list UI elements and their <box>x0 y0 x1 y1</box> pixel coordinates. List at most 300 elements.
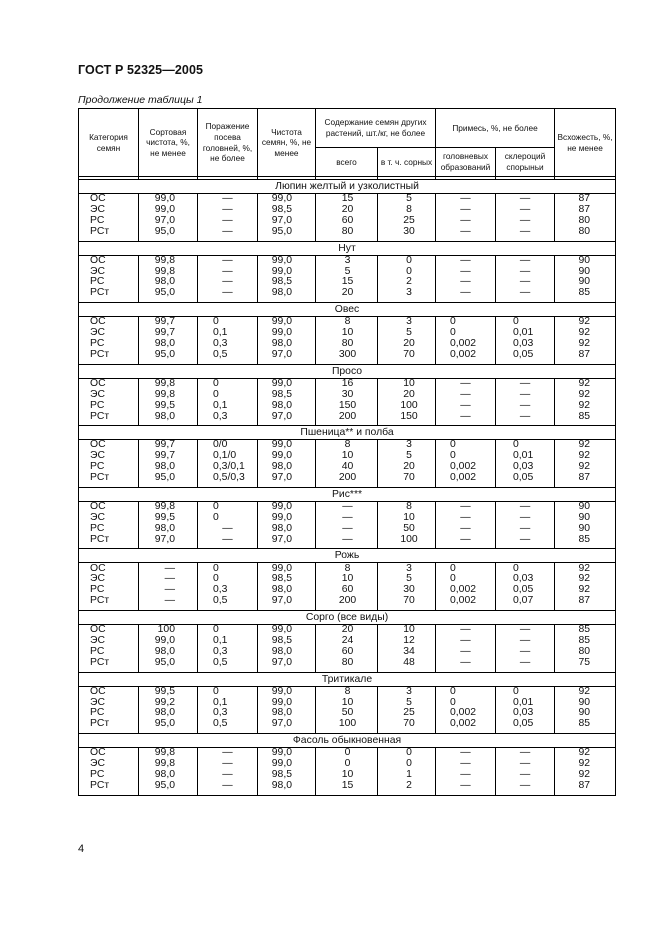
header-impurity: Примесь, %, не более <box>436 109 555 148</box>
table-row <box>79 400 616 411</box>
table-cell: 99,5 <box>139 400 198 411</box>
table-cell: 200 <box>316 596 378 610</box>
crop-group <box>79 487 616 549</box>
table-cell: 99,0 <box>258 451 316 462</box>
table-cell: 95,0 <box>139 350 198 364</box>
table-cell: 0 <box>198 574 258 585</box>
table-cell: 34 <box>378 647 436 658</box>
table-cell: 98,0 <box>139 411 198 425</box>
table-cell: — <box>436 748 496 759</box>
table-cell: — <box>316 524 378 535</box>
table-cell: 98,5 <box>258 636 316 647</box>
table-cell: 0 <box>198 624 258 635</box>
header-other-seeds: Содержание семян других растений, шт./кг, не более <box>316 109 436 148</box>
table-cell: 0,1 <box>198 697 258 708</box>
table-cell: РСт <box>79 227 139 241</box>
table-cell: 97,0 <box>258 719 316 733</box>
table-cell: 85 <box>555 719 616 733</box>
table-cell: 20 <box>316 205 378 216</box>
table-row <box>79 501 616 512</box>
crop-name: Тритикале <box>79 672 616 686</box>
table-cell: ОС <box>79 440 139 451</box>
table-cell: 99,8 <box>139 266 198 277</box>
table-cell: — <box>198 770 258 781</box>
table-cell: 99,8 <box>139 255 198 266</box>
table-cell: — <box>496 501 555 512</box>
header-impurity-smut: головневых образований <box>436 148 496 177</box>
table-cell: 0,3/0,1 <box>198 462 258 473</box>
crop-group <box>79 303 616 365</box>
table-cell: 20 <box>378 390 436 401</box>
table-cell: 98,0 <box>139 524 198 535</box>
table-cell: 87 <box>555 194 616 205</box>
table-cell: 99,0 <box>258 194 316 205</box>
table-cell: 0,5 <box>198 596 258 610</box>
table-cell: 85 <box>555 534 616 548</box>
table-cell: 99,2 <box>139 697 198 708</box>
table-cell: ОС <box>79 624 139 635</box>
table-cell: 0 <box>378 255 436 266</box>
table-cell: — <box>436 277 496 288</box>
table-row <box>79 378 616 389</box>
table-cell: 0 <box>436 451 496 462</box>
table-cell: РС <box>79 708 139 719</box>
table-cell: 87 <box>555 350 616 364</box>
table-cell: 99,0 <box>258 686 316 697</box>
table-cell: 5 <box>378 574 436 585</box>
table-cell: 99,0 <box>258 328 316 339</box>
table-cell: — <box>436 759 496 770</box>
table-cell: 0 <box>198 378 258 389</box>
seed-quality-table <box>78 108 616 796</box>
table-row <box>79 686 616 697</box>
table-cell: 0 <box>198 501 258 512</box>
table-cell: 2 <box>378 781 436 795</box>
table-cell: 20 <box>316 288 378 302</box>
table-cell: 90 <box>555 277 616 288</box>
table-cell: ЭС <box>79 697 139 708</box>
table-cell: РС <box>79 585 139 596</box>
table-cell: — <box>496 534 555 548</box>
table-cell: 97,0 <box>258 596 316 610</box>
table-cell: 0,002 <box>436 585 496 596</box>
table-cell: 30 <box>316 390 378 401</box>
table-cell: 99,0 <box>258 440 316 451</box>
table-cell: 92 <box>555 390 616 401</box>
table-row <box>79 350 616 364</box>
table-cell: 200 <box>316 473 378 487</box>
table-cell: 1 <box>378 770 436 781</box>
table-cell: 16 <box>316 378 378 389</box>
table-cell: 99,5 <box>139 513 198 524</box>
table-cell: ЭС <box>79 266 139 277</box>
table-cell: 0,1 <box>198 636 258 647</box>
table-cell: 75 <box>555 658 616 672</box>
header-other-weeds: в т. ч. сорных <box>378 148 436 177</box>
table-cell: РС <box>79 277 139 288</box>
table-cell: 15 <box>316 781 378 795</box>
table-cell: 0,5 <box>198 719 258 733</box>
table-cell: — <box>496 277 555 288</box>
crop-name: Рожь <box>79 549 616 563</box>
table-cell: 0 <box>436 686 496 697</box>
table-cell: — <box>496 647 555 658</box>
table-cell: — <box>436 647 496 658</box>
table-cell: 99,7 <box>139 451 198 462</box>
table-cell: 99,0 <box>258 697 316 708</box>
table-cell: 98,0 <box>258 781 316 795</box>
table-cell: 95,0 <box>139 719 198 733</box>
table-cell: РСт <box>79 473 139 487</box>
table-cell: 0 <box>198 390 258 401</box>
crop-group <box>79 241 616 303</box>
table-cell: 100 <box>378 534 436 548</box>
table-cell: 98,5 <box>258 770 316 781</box>
header-germination: Всхожесть, %, не менее <box>555 109 616 177</box>
table-cell: 200 <box>316 411 378 425</box>
table-cell: 150 <box>378 411 436 425</box>
table-cell: — <box>496 658 555 672</box>
table-cell: 70 <box>378 473 436 487</box>
table-cell: 98,0 <box>139 277 198 288</box>
table-cell: 5 <box>378 328 436 339</box>
table-cell: 99,5 <box>139 686 198 697</box>
table-cell: 99,0 <box>139 194 198 205</box>
table-cell: 0,03 <box>496 462 555 473</box>
table-cell: ЭС <box>79 513 139 524</box>
table-cell: 99,0 <box>258 255 316 266</box>
table-cell: — <box>139 574 198 585</box>
table-cell: — <box>436 636 496 647</box>
table-cell: 85 <box>555 288 616 302</box>
table-cell: РСт <box>79 411 139 425</box>
table-cell: 0,1/0 <box>198 451 258 462</box>
table-cell: 0,05 <box>496 473 555 487</box>
table-cell: 100 <box>139 624 198 635</box>
table-cell: 98,0 <box>258 462 316 473</box>
table-cell: — <box>198 205 258 216</box>
table-cell: 0,002 <box>436 708 496 719</box>
table-cell: 8 <box>316 440 378 451</box>
table-cell: 10 <box>316 770 378 781</box>
table-cell: — <box>436 216 496 227</box>
table-cell: 0 <box>496 686 555 697</box>
table-cell: 0,03 <box>496 574 555 585</box>
table-cell: 97,0 <box>258 473 316 487</box>
table-cell: — <box>436 205 496 216</box>
table-cell: 87 <box>555 473 616 487</box>
table-cell: 87 <box>555 205 616 216</box>
crop-group <box>79 364 616 426</box>
table-cell: 12 <box>378 636 436 647</box>
table-cell: — <box>496 378 555 389</box>
table-cell: 0 <box>378 759 436 770</box>
table-cell: 0,01 <box>496 697 555 708</box>
table-cell: — <box>496 227 555 241</box>
table-cell: 10 <box>378 378 436 389</box>
table-cell: 3 <box>378 686 436 697</box>
table-cell: 0/0 <box>198 440 258 451</box>
table-cell: — <box>436 255 496 266</box>
table-cell: 0,002 <box>436 339 496 350</box>
table-cell: — <box>198 288 258 302</box>
table-cell: 0,002 <box>436 596 496 610</box>
table-cell: 0,07 <box>496 596 555 610</box>
table-cell: 92 <box>555 339 616 350</box>
table-cell: 0,1 <box>198 328 258 339</box>
crop-name: Люпин желтый и узколистный <box>79 180 616 194</box>
table-cell: 2 <box>378 277 436 288</box>
table-cell: — <box>198 255 258 266</box>
table-cell: — <box>496 770 555 781</box>
table-cell: — <box>496 636 555 647</box>
table-cell: 0,3 <box>198 708 258 719</box>
table-cell: 95,0 <box>139 227 198 241</box>
table-cell: — <box>436 658 496 672</box>
table-cell: РСт <box>79 596 139 610</box>
table-cell: 95,0 <box>139 288 198 302</box>
table-cell: 0,3 <box>198 647 258 658</box>
table-cell: 5 <box>378 697 436 708</box>
header-varietal-purity: Сортовая чистота, %, не менее <box>139 109 198 177</box>
table-cell: 92 <box>555 759 616 770</box>
crop-group <box>79 610 616 672</box>
table-cell: 99,0 <box>258 563 316 574</box>
table-cell: — <box>436 534 496 548</box>
table-cell: 99,0 <box>258 378 316 389</box>
table-cell: — <box>496 390 555 401</box>
table-cell: 3 <box>378 288 436 302</box>
table-cell: 92 <box>555 378 616 389</box>
table-cell: 99,8 <box>139 501 198 512</box>
table-row <box>79 227 616 241</box>
table-row <box>79 647 616 658</box>
table-cell: — <box>198 227 258 241</box>
table-cell: — <box>436 624 496 635</box>
table-cell: 0 <box>378 748 436 759</box>
table-cell: 0,5/0,3 <box>198 473 258 487</box>
table-cell: 95,0 <box>258 227 316 241</box>
table-continuation-caption: Продолжение таблицы 1 <box>78 94 203 106</box>
table-cell: РСт <box>79 781 139 795</box>
table-cell: 48 <box>378 658 436 672</box>
table-cell: — <box>436 501 496 512</box>
table-cell: РС <box>79 462 139 473</box>
table-cell: 25 <box>378 708 436 719</box>
table-cell: 98,0 <box>139 462 198 473</box>
table-cell: 0,03 <box>496 708 555 719</box>
table-cell: — <box>496 524 555 535</box>
table-cell: РС <box>79 647 139 658</box>
table-cell: 87 <box>555 781 616 795</box>
table-cell: — <box>316 534 378 548</box>
table-cell: — <box>436 378 496 389</box>
table-cell: ОС <box>79 563 139 574</box>
table-cell: — <box>436 390 496 401</box>
table-cell: 99,0 <box>258 501 316 512</box>
table-cell: ОС <box>79 748 139 759</box>
table-cell: 98,0 <box>139 647 198 658</box>
table-cell: ОС <box>79 194 139 205</box>
table-cell: РСт <box>79 350 139 364</box>
table-cell: — <box>436 288 496 302</box>
table-cell: 85 <box>555 636 616 647</box>
table-cell: 92 <box>555 440 616 451</box>
table-cell: 0 <box>436 317 496 328</box>
table-cell: 98,0 <box>258 708 316 719</box>
table-cell: ЭС <box>79 574 139 585</box>
table-cell: 3 <box>316 255 378 266</box>
table-cell: — <box>496 624 555 635</box>
table-row <box>79 255 616 266</box>
table-cell: — <box>198 194 258 205</box>
table-cell: 0 <box>436 697 496 708</box>
page-number: 4 <box>78 843 85 855</box>
table-cell: ОС <box>79 378 139 389</box>
table-cell: 98,0 <box>139 770 198 781</box>
table-cell: 85 <box>555 624 616 635</box>
table-cell: 98,0 <box>258 339 316 350</box>
crop-name: Фасоль обыкновенная <box>79 734 616 748</box>
table-cell: — <box>198 759 258 770</box>
table-cell: — <box>198 266 258 277</box>
table-cell: ОС <box>79 686 139 697</box>
table-cell: — <box>436 227 496 241</box>
table-cell: 10 <box>378 513 436 524</box>
table-cell: — <box>436 194 496 205</box>
table-cell: 10 <box>316 451 378 462</box>
header-seed-purity: Чистота семян, %, не менее <box>258 109 316 177</box>
table-cell: 97,0 <box>258 658 316 672</box>
table-cell: 25 <box>378 216 436 227</box>
table-cell: 98,5 <box>258 390 316 401</box>
table-cell: 90 <box>555 501 616 512</box>
crop-group <box>79 734 616 796</box>
table-cell: 0 <box>436 328 496 339</box>
table-cell: 95,0 <box>139 473 198 487</box>
table-cell: 92 <box>555 563 616 574</box>
table-cell: 20 <box>378 462 436 473</box>
table-header <box>79 109 616 180</box>
table-row <box>79 513 616 524</box>
table-cell: 30 <box>378 585 436 596</box>
table-cell: 0 <box>198 563 258 574</box>
table-cell: 0 <box>198 686 258 697</box>
header-category: Категория семян <box>79 109 139 177</box>
table-cell: 99,0 <box>258 513 316 524</box>
table-cell: — <box>198 534 258 548</box>
table-cell: 98,5 <box>258 277 316 288</box>
table-cell: 20 <box>378 339 436 350</box>
table-cell: — <box>496 513 555 524</box>
table-cell: 99,7 <box>139 328 198 339</box>
table-row <box>79 288 616 302</box>
table-cell: 97,0 <box>139 216 198 227</box>
table-cell: — <box>436 781 496 795</box>
table-cell: 90 <box>555 266 616 277</box>
table-cell: 3 <box>378 563 436 574</box>
table-cell: 0,05 <box>496 719 555 733</box>
table-cell: 0,01 <box>496 451 555 462</box>
table-cell: — <box>496 781 555 795</box>
table-cell: 5 <box>316 266 378 277</box>
table-cell: 92 <box>555 770 616 781</box>
table-cell: ЭС <box>79 636 139 647</box>
table-cell: — <box>316 501 378 512</box>
table-cell: 99,0 <box>258 624 316 635</box>
table-cell: 0,3 <box>198 585 258 596</box>
table-cell: 0 <box>496 563 555 574</box>
table-cell: 98,0 <box>139 339 198 350</box>
table-cell: 97,0 <box>258 534 316 548</box>
table-cell: РС <box>79 339 139 350</box>
table-cell: 92 <box>555 328 616 339</box>
table-cell: 92 <box>555 400 616 411</box>
table-cell: 90 <box>555 513 616 524</box>
table-cell: 0,05 <box>496 350 555 364</box>
table-cell: 98,0 <box>258 288 316 302</box>
table-cell: 0,002 <box>436 473 496 487</box>
table-cell: — <box>198 216 258 227</box>
table-cell: 99,0 <box>258 759 316 770</box>
table-row <box>79 390 616 401</box>
table-cell: РС <box>79 770 139 781</box>
header-impurity-ergot: склероций спорыньи <box>496 148 555 177</box>
table-row <box>79 596 616 610</box>
table-cell: 8 <box>378 205 436 216</box>
table-cell: 99,0 <box>139 636 198 647</box>
crop-group <box>79 180 616 242</box>
table-cell: 98,5 <box>258 574 316 585</box>
table-cell: 60 <box>316 216 378 227</box>
table-cell: — <box>198 277 258 288</box>
table-cell: 92 <box>555 574 616 585</box>
table-row <box>79 658 616 672</box>
table-cell: — <box>139 596 198 610</box>
table-cell: 99,0 <box>258 266 316 277</box>
table-cell: 99,0 <box>139 205 198 216</box>
table-cell: 8 <box>316 563 378 574</box>
table-cell: РСт <box>79 534 139 548</box>
table-cell: 24 <box>316 636 378 647</box>
table-cell: — <box>496 255 555 266</box>
table-cell: 99,7 <box>139 440 198 451</box>
table-cell: 92 <box>555 686 616 697</box>
table-cell: 30 <box>378 227 436 241</box>
document-title: ГОСТ Р 52325—2005 <box>78 63 204 77</box>
table-cell: 80 <box>555 647 616 658</box>
table-cell: — <box>198 524 258 535</box>
table-cell: 100 <box>316 719 378 733</box>
crop-name: Овес <box>79 303 616 317</box>
table-cell: 70 <box>378 719 436 733</box>
table-cell: ЭС <box>79 451 139 462</box>
table-row <box>79 411 616 425</box>
table-cell: 92 <box>555 748 616 759</box>
table-cell: РС <box>79 400 139 411</box>
table-cell: — <box>496 411 555 425</box>
table-cell: 300 <box>316 350 378 364</box>
table-row <box>79 781 616 795</box>
table-cell: 99,0 <box>258 748 316 759</box>
table-cell: 97,0 <box>258 411 316 425</box>
table-cell: 5 <box>378 194 436 205</box>
table-cell: 0,5 <box>198 350 258 364</box>
table-cell: 10 <box>316 574 378 585</box>
table-cell: ОС <box>79 501 139 512</box>
table-cell: ЭС <box>79 205 139 216</box>
crop-group <box>79 549 616 611</box>
